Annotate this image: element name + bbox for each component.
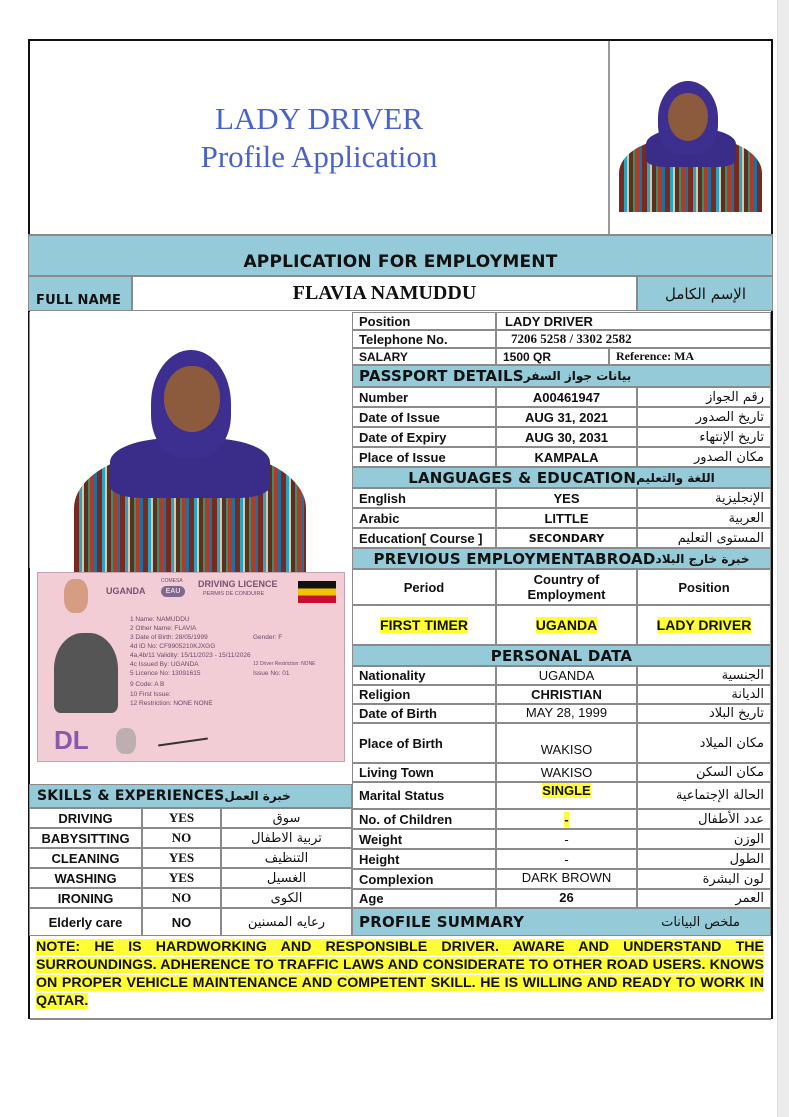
position-header: Position <box>637 569 771 605</box>
languages-header <box>352 467 771 488</box>
marital-status-label-ar: الحالة الإجتماعية <box>637 782 771 809</box>
driving-licence-image <box>37 572 345 762</box>
expiry-date-label: Date of Expiry <box>352 427 496 447</box>
complexion-label-ar: لون البشرة <box>637 869 771 889</box>
document-title <box>30 41 608 234</box>
licence-line: 3 Date of Birth: 28/05/1999 <box>130 634 208 641</box>
place-of-issue-value: KAMPALA <box>496 447 637 467</box>
prev-position-value: LADY DRIVER <box>656 617 752 633</box>
country-value: UGANDA <box>535 617 598 633</box>
licence-dl-mark: DL <box>54 725 89 755</box>
licence-line: 4d ID No: CF9905210KJXGG <box>130 643 216 650</box>
passport-title: PASSPORT DETAILS <box>359 367 524 385</box>
languages-title: LANGUAGES & EDUCATION <box>408 468 637 487</box>
religion-value: CHRISTIAN <box>496 685 637 704</box>
issue-date-label: Date of Issue <box>352 407 496 427</box>
living-town-value: WAKISO <box>496 763 637 782</box>
prev-position-cell <box>637 605 771 645</box>
living-town-label: Living Town <box>352 763 496 782</box>
position-value: LADY DRIVER <box>496 312 771 330</box>
licence-title: DRIVING LICENCE <box>198 579 278 589</box>
arabic-label: Arabic <box>352 508 496 528</box>
age-value: 26 <box>496 889 637 908</box>
previous-employment-header <box>352 548 771 569</box>
licence-line: 2 Other Name: FLAVIA <box>130 625 197 632</box>
uganda-flag-icon <box>298 581 336 603</box>
place-of-birth-label: Place of Birth <box>352 723 496 763</box>
period-value: FIRST TIMER <box>380 617 468 633</box>
licence-subtitle: PERMIS DE CONDUIRE <box>203 591 265 597</box>
skill-name: CLEANING <box>29 848 142 868</box>
licence-restriction: 12 Driver Restriction: NONE <box>253 661 316 667</box>
previous-employment-title-ar: خبرة خارج البلاد <box>655 551 750 566</box>
photo-face <box>668 93 708 141</box>
telephone-value: 7206 5258 / 3302 2582 <box>496 330 771 348</box>
height-label-ar: الطول <box>637 849 771 869</box>
title-line-2: Profile Application <box>200 138 438 174</box>
english-label-ar: الإنجليزية <box>637 488 771 508</box>
skill-name: DRIVING <box>29 808 142 828</box>
country-header-line-2: Employment <box>527 587 606 602</box>
skill-name: Elderly care <box>29 908 142 936</box>
marital-status-cell <box>496 782 637 809</box>
telephone-label: Telephone No. <box>352 330 496 348</box>
children-label-ar: عدد الأطفال <box>637 809 771 829</box>
skill-name-ar: تربية الاطفال <box>221 828 352 848</box>
personal-data-header: PERSONAL DATA <box>352 645 771 666</box>
main-photo-face <box>164 366 220 432</box>
licence-line: 10 First Issue: <box>130 691 171 698</box>
place-of-issue-label-ar: مكان الصدور <box>637 447 771 467</box>
licence-line: 4a,4b/11 Validity: 15/11/2023 - 15/11/2026 <box>130 652 251 659</box>
passport-header <box>352 365 771 387</box>
profile-summary-title-ar: ملخص البيانات <box>661 914 740 930</box>
languages-title-ar: اللغة والتعليم <box>636 470 715 485</box>
skill-name-ar: التنظيف <box>221 848 352 868</box>
licence-line: 9 Code: A B <box>130 681 165 688</box>
position-label: Position <box>352 312 496 330</box>
place-of-birth-label-ar: مكان الميلاد <box>637 723 771 763</box>
children-label: No. of Children <box>352 809 496 829</box>
age-label: Age <box>352 889 496 908</box>
profile-document <box>28 39 773 1019</box>
education-label: Education[ Course ] <box>352 528 496 548</box>
skill-name-ar: الغسيل <box>221 868 352 888</box>
education-value: SECONDARY <box>496 528 637 548</box>
licence-line: 1 Name: NAMUDDU <box>130 616 190 623</box>
main-profile-photo <box>29 312 352 568</box>
arabic-value: LITTLE <box>496 508 637 528</box>
licence-country: UGANDA <box>106 586 146 596</box>
skill-value: NO <box>142 888 221 908</box>
licence-issue-no: Issue No: 01 <box>253 670 290 677</box>
dob-label: Date of Birth <box>352 704 496 723</box>
full-name-label-ar: الإسم الكامل <box>637 276 773 311</box>
place-of-issue-label: Place of Issue <box>352 447 496 467</box>
country-cell <box>496 605 637 645</box>
english-value: YES <box>496 488 637 508</box>
skills-title: SKILLS & EXPERIENCES <box>37 788 225 804</box>
country-header <box>496 569 637 605</box>
photo-person <box>614 79 767 212</box>
expiry-date-label-ar: تاريخ الإنتهاء <box>637 427 771 447</box>
skill-value: YES <box>142 808 221 828</box>
passport-number-label: Number <box>352 387 496 407</box>
skill-name-ar: سوق <box>221 808 352 828</box>
salary-label: SALARY <box>352 348 496 365</box>
skill-name-ar: رعايه المسنين <box>221 908 352 936</box>
licence-line: 12 Restriction: NONE NONE <box>130 700 213 707</box>
top-profile-photo <box>608 41 771 234</box>
dob-label-ar: تاريخ البلاد <box>637 704 771 723</box>
issue-date-label-ar: تاريخ الصدور <box>637 407 771 427</box>
passport-title-ar: بيانات جواز السفر <box>523 369 632 383</box>
nationality-label: Nationality <box>352 666 496 685</box>
nationality-value: UGANDA <box>496 666 637 685</box>
children-value: - <box>564 811 569 827</box>
licence-badge: EAU <box>161 586 185 597</box>
skills-title-ar: خبرة العمل <box>224 789 291 803</box>
full-name-value: FLAVIA NAMUDDU <box>132 276 637 311</box>
children-cell <box>496 809 637 829</box>
document-bottom-border <box>30 1018 771 1020</box>
issue-date-value: AUG 31, 2021 <box>496 407 637 427</box>
skill-value: YES <box>142 868 221 888</box>
licence-signature <box>158 738 208 747</box>
skill-name: IRONING <box>29 888 142 908</box>
title-line-1: LADY DRIVER <box>214 100 424 136</box>
skills-header <box>29 784 352 808</box>
weight-label: Weight <box>352 829 496 849</box>
marital-status-value: SINGLE <box>542 783 591 798</box>
skill-value: NO <box>142 828 221 848</box>
profile-summary-note <box>36 938 764 1010</box>
religion-label-ar: الديانة <box>637 685 771 704</box>
english-label: English <box>352 488 496 508</box>
expiry-date-value: AUG 30, 2031 <box>496 427 637 447</box>
marital-status-label: Marital Status <box>352 782 496 809</box>
skill-name: WASHING <box>29 868 142 888</box>
scrollbar[interactable] <box>777 0 789 1117</box>
weight-value: - <box>496 829 637 849</box>
period-header: Period <box>352 569 496 605</box>
licence-org: COMESA <box>161 578 183 584</box>
coat-of-arms-icon <box>64 579 88 613</box>
profile-summary-header <box>352 908 771 936</box>
passport-number-value: A00461947 <box>496 387 637 407</box>
complexion-label: Complexion <box>352 869 496 889</box>
period-cell <box>352 605 496 645</box>
profile-summary-title: PROFILE SUMMARY <box>359 913 525 931</box>
living-town-label-ar: مكان السكن <box>637 763 771 782</box>
education-label-ar: المستوى التعليم <box>637 528 771 548</box>
full-name-label: FULL NAME <box>28 276 132 311</box>
arabic-label-ar: العربية <box>637 508 771 528</box>
main-photo-person <box>74 350 306 572</box>
licence-line: 5 Licence No: 13091615 <box>130 670 201 677</box>
passport-number-label-ar: رقم الجواز <box>637 387 771 407</box>
nationality-label-ar: الجنسية <box>637 666 771 685</box>
age-label-ar: العمر <box>637 889 771 908</box>
skill-name: BABYSITTING <box>29 828 142 848</box>
licence-mugshot <box>54 633 118 713</box>
religion-label: Religion <box>352 685 496 704</box>
weight-label-ar: الوزن <box>637 829 771 849</box>
licence-ghost-photo <box>116 728 136 754</box>
application-header: APPLICATION FOR EMPLOYMENT <box>28 234 773 276</box>
skill-name-ar: الكوى <box>221 888 352 908</box>
profile-summary-text: NOTE: HE IS HARDWORKING AND RESPONSIBLE DRIVER. AWARE AND UNDERSTAND THE SURROUNDINGS. ADHERENCE TO TRAFFIC LAWS AND CONSIDERATE TO OTHER ROAD USERS. KNOWS ON PROPER VEHICLE MAINTENANCE AND COMPETENT SKILL. HE IS WILLING AND READY TO WORK IN QATAR. <box>36 939 764 1009</box>
complexion-value: DARK BROWN <box>496 869 637 889</box>
skill-value: YES <box>142 848 221 868</box>
skill-value: NO <box>142 908 221 936</box>
height-value: - <box>496 849 637 869</box>
licence-gender: Gender: F <box>253 634 283 641</box>
dob-value: MAY 28, 1999 <box>496 704 637 723</box>
place-of-birth-value: WAKISO <box>496 723 637 763</box>
licence-line: 4c Issued By: UGANDA <box>130 661 199 668</box>
reference-value: Reference: MA <box>609 348 771 365</box>
previous-employment-title: PREVIOUS EMPLOYMENTABROAD <box>373 549 656 568</box>
country-header-line-1: Country of <box>533 572 600 587</box>
salary-value: 1500 QR <box>496 348 609 365</box>
height-label: Height <box>352 849 496 869</box>
